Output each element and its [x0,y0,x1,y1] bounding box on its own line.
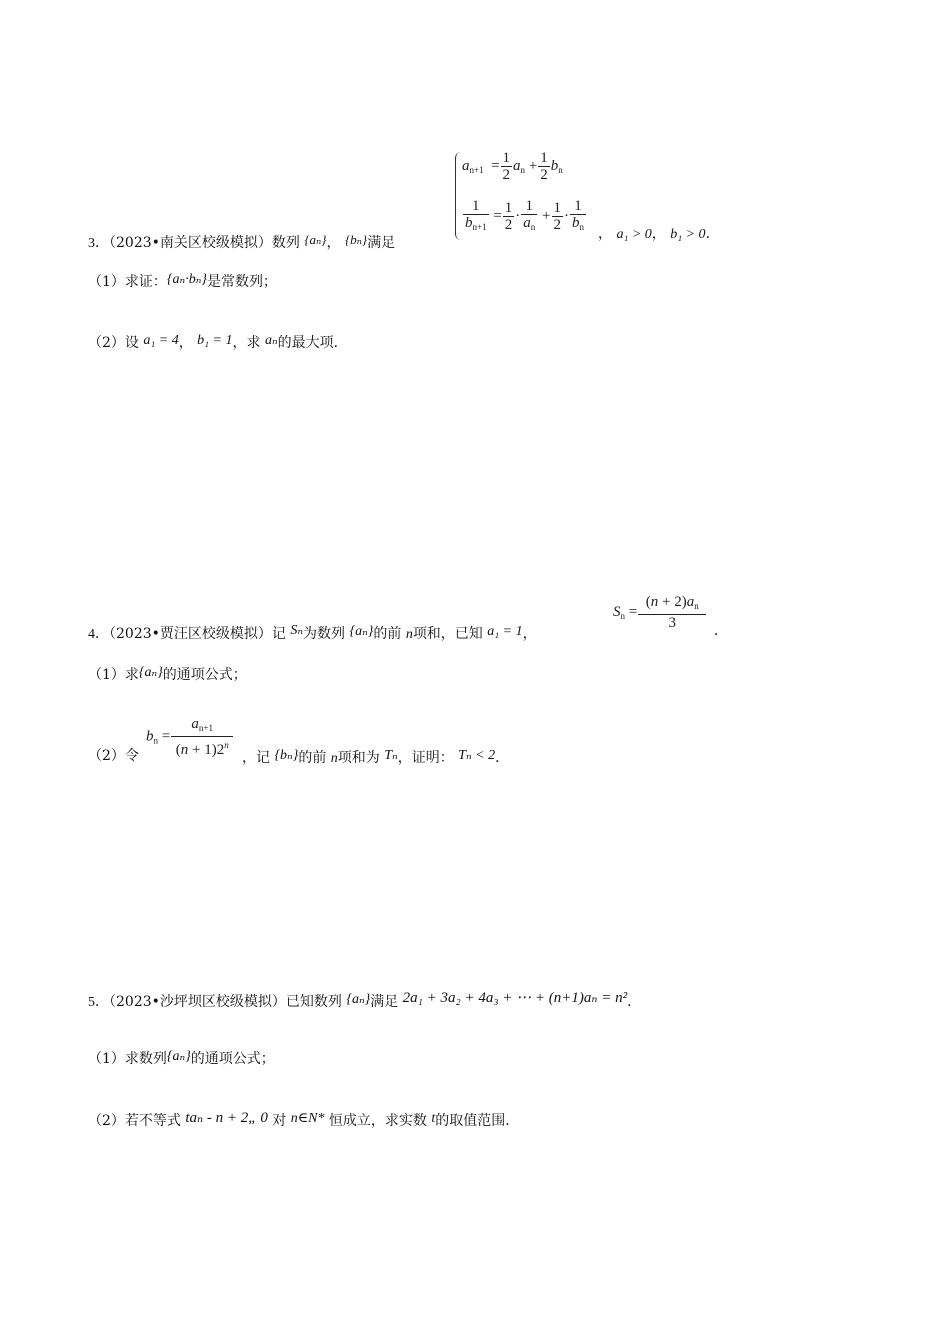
q3-cond-b: b₁ > 0 [670,227,706,242]
q4-a1: a₁ = 1 [487,624,523,639]
q3-p1-expr: {aₙ·bₙ} [166,272,207,287]
q5-p2-text1: 对 [272,1113,287,1129]
q4-part2 [88,746,139,766]
q4-bn-formula: $b_n$ = $\frac{a_{n+1}}{(n + 1)2^n}$ [146,716,234,758]
q3-conditions: ， a₁ > 0， b₁ > 0． [598,226,720,242]
q5-p2-t: t [431,1111,436,1126]
q5-end: ． [627,994,642,1010]
q4-p2-text1: ，记 [242,750,270,766]
q5-p2-ineq: taₙ - n + 2„ 0 [185,1110,268,1126]
q5-p1-text: 的通项公式； [190,1051,275,1067]
q4-stem: 4．（2023•贾汪区校级模拟）记 Sₙ为数列 {aₙ}的前 n项和，已知 a₁ = 1， [88,623,537,642]
q3-system-row1: $a_{n+1}$ = $\frac{1}{2}$ $a_n$ + $\frac{1}{2}$ $b_n$ [462,150,563,183]
q3-p2-text2: 的最大项． [277,335,348,351]
q4-part2-rest [242,746,509,769]
q5-p2-text2: 恒成立，求实数 [328,1113,427,1129]
q5-part1 [88,1047,275,1069]
q3-text: 数列 [271,235,300,251]
q4-p2-n: n [330,751,338,766]
q3-part1 [88,270,277,292]
q3-p1-text: 是常数列； [206,274,277,290]
q5-part2 [88,1108,519,1131]
q3-system-row2: $\frac{1}{b_{n+1}}$ = $\frac{1}{2}$ · $\frac{1}{a_n}$ + $\frac{1}{2}$ · $\frac{1}{b_n}$ [465,198,585,233]
q3-number: 3． [88,236,109,251]
q5-p2-text3: 的取值范围． [435,1113,520,1129]
q5-p1-label: （1）求数列 [88,1051,167,1067]
q4-Sn: Sₙ [290,623,304,638]
q4-n: n [405,627,413,642]
q4-p2-Tn: Tₙ [384,748,398,763]
q3-comma: ， [326,235,341,251]
q3-p2-b1: b₁ = 1 [197,333,233,348]
q5-p2-dom: n∈N* [290,1111,325,1126]
q3-source: （2023•南关区校级模拟） [109,235,272,251]
q5-formula: 2a₁ + 3a₂ + 4a₃ + ⋯ + (n+1)aₙ = n² [402,990,628,1006]
q5-p2-label: （2）若不等式 [88,1113,181,1129]
q4-p1-expr: {aₙ} [138,665,163,680]
q5-p1-expr: {aₙ} [166,1049,191,1064]
q3-p2-label: （2）设 [88,335,139,351]
q4-seq-a: {aₙ} [349,624,374,639]
q5-seq-a: {aₙ} [346,992,371,1007]
q4-p2-text3: 项和为 [337,750,380,766]
q4-end [714,621,728,641]
q4-text4: 项和，已知 [412,626,483,642]
q4-end-mark: ． [714,623,728,639]
q4-p2-text2: 的前 [298,750,327,766]
q3-end: ． [705,226,720,242]
q4-p2-end: ． [495,750,510,766]
q3-p2-a1: a₁ = 4 [143,333,179,348]
q4-source: （2023•贾汪区校级模拟） [109,626,272,642]
q3-part2: （2）设 a₁ = 4， b₁ = 1，求 aₙ的最大项． [88,333,348,351]
q5-text1: 已知数列 [285,994,342,1010]
q4-text2: 为数列 [303,626,346,642]
q4-p1-text: 的通项公式； [162,667,247,683]
q3-p1-label: （1）求证： [88,274,167,290]
q4-p1-label: （1）求 [88,667,139,683]
q3-text-satisfy: 满足 [367,235,396,251]
q4-sn-formula: $S_n$ = $\frac{(n + 2)a_n}{3}$ [613,594,707,631]
q3-stem [88,230,395,254]
q5-text2: 满足 [370,994,399,1010]
q4-p2-label: （2）令 [88,748,139,764]
q3-p2-an: aₙ [264,333,278,348]
q5-stem [88,988,641,1013]
q5-source: （2023•沙坪坝区校级模拟） [109,994,286,1010]
q4-text1: 记 [271,626,286,642]
q4-p2-seq: {bₙ} [274,748,299,763]
q3-seq-a: {aₙ} [304,232,327,247]
q4-text3: 的前 [373,626,402,642]
q3-cond-a: a₁ > 0 [616,227,652,242]
q5-number: 5． [88,995,109,1010]
q4-part1 [88,663,247,685]
q3-p2-text1: ，求 [232,335,261,351]
q4-p2-text4: ，证明： [397,750,454,766]
system-brace [455,152,462,240]
q3-seq-b: {bₙ} [344,232,368,247]
q4-number: 4． [88,627,109,642]
q4-p2-claim: Tₙ < 2 [458,748,496,763]
